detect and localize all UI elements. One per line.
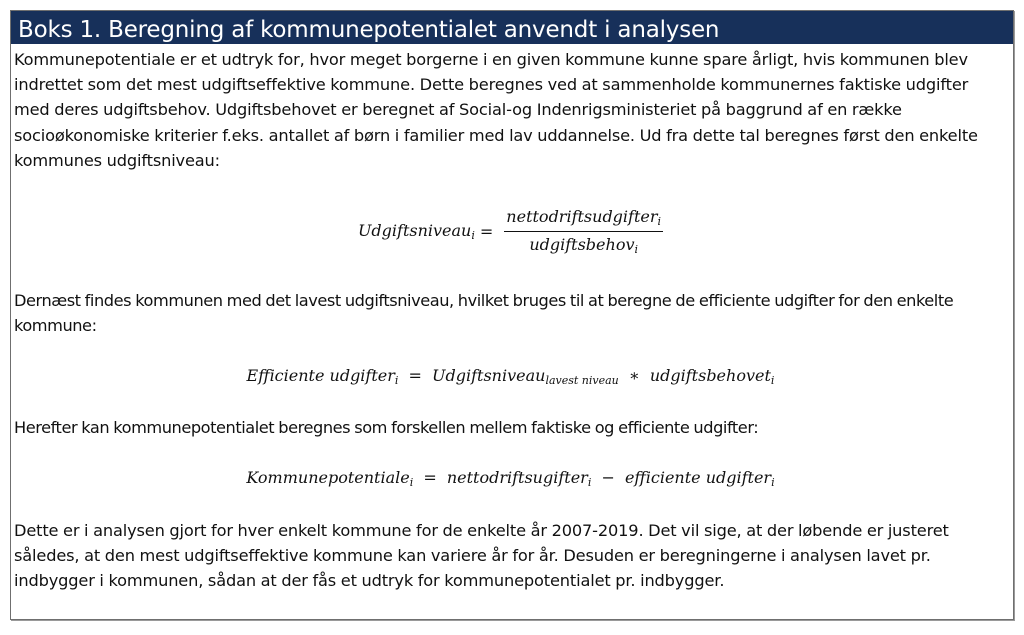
term1-subscript: i	[587, 475, 592, 489]
equals-sign: =	[423, 467, 437, 487]
lhs-subscript: i	[471, 229, 475, 243]
lhs-text: Udgiftsniveau	[357, 221, 472, 241]
denominator-text: udgiftsbehov	[529, 235, 635, 255]
term1-subscript: lavest niveau	[545, 374, 619, 388]
term2-text: efficiente udgifter	[624, 467, 772, 487]
multiply-operator: ∗	[628, 366, 640, 386]
equals-sign: =	[408, 366, 422, 386]
minus-operator: −	[601, 467, 615, 487]
numerator-subscript: i	[657, 215, 662, 229]
formula-lhs	[358, 221, 475, 242]
fraction-numerator	[504, 207, 663, 232]
term2-text: udgiftsbehovet	[649, 366, 771, 386]
numerator-text: nettodriftsudgifter	[506, 207, 658, 227]
info-box	[10, 10, 1014, 620]
denominator-subscript: i	[634, 243, 639, 257]
term2-subscript: i	[770, 374, 775, 388]
lhs-text: Kommunepotentiale	[246, 467, 410, 487]
intro-paragraph: Kommunepotentiale er et udtryk for, hvor meget borgerne i en given kommune kunne spare årligt, hvis kommunen blev indrettet som det mest udgiftseffektive kommune. Dette beregnes ved at sammenholde kommunernes faktiske udgifter med deres udgiftsbehov. Udgiftsbehovet er beregnet af Social-og Indenrigsministeriet på baggrund af en række socioøkonomiske kriterier f.eks. antallet af børn i familier med lav uddannelse. Ud fra dette tal beregnes først den enkelte kommunes udgiftsniveau:	[14, 50, 978, 170]
lhs-subscript: i	[394, 374, 399, 388]
formula-kommunepotentiale	[14, 468, 1007, 489]
fraction-denominator	[529, 232, 638, 256]
term2-subscript: i	[771, 475, 775, 489]
lhs-subscript: i	[409, 475, 414, 489]
term1-text: nettodriftsugifter	[446, 467, 588, 487]
third-paragraph: Herefter kan kommunepotentialet beregnes som forskellen mellem faktiske og efficiente udgifter:	[14, 418, 759, 438]
box-title: Boks 1. Beregning af kommunepotentialet anvendt i analysen	[11, 11, 1013, 44]
equals-sign: =	[479, 222, 494, 242]
term1-text: Udgiftsniveau	[432, 366, 546, 386]
fraction	[504, 207, 663, 256]
closing-paragraph: Dette er i analysen gjort for hver enkelt kommune for de enkelte år 2007-2019. Det vil sige, at der løbende er justeret således, at den mest udgiftseffektive kommune kan variere år for år. Desuden er beregningerne i analysen lavet pr. indbygger i kommunen, sådan at der fås et udtryk for kommunepotentialet pr. indbygger.	[14, 520, 949, 591]
box-body	[11, 44, 1013, 593]
formula-udgiftsniveau	[14, 207, 1007, 256]
lhs-text: Efficiente udgifter	[246, 366, 395, 386]
formula-efficiente-udgifter	[14, 366, 1007, 387]
second-paragraph: Dernæst findes kommunen med det lavest udgiftsniveau, hvilket bruges til at beregne de efficiente udgifter for den enkelte kommune:	[14, 291, 954, 336]
